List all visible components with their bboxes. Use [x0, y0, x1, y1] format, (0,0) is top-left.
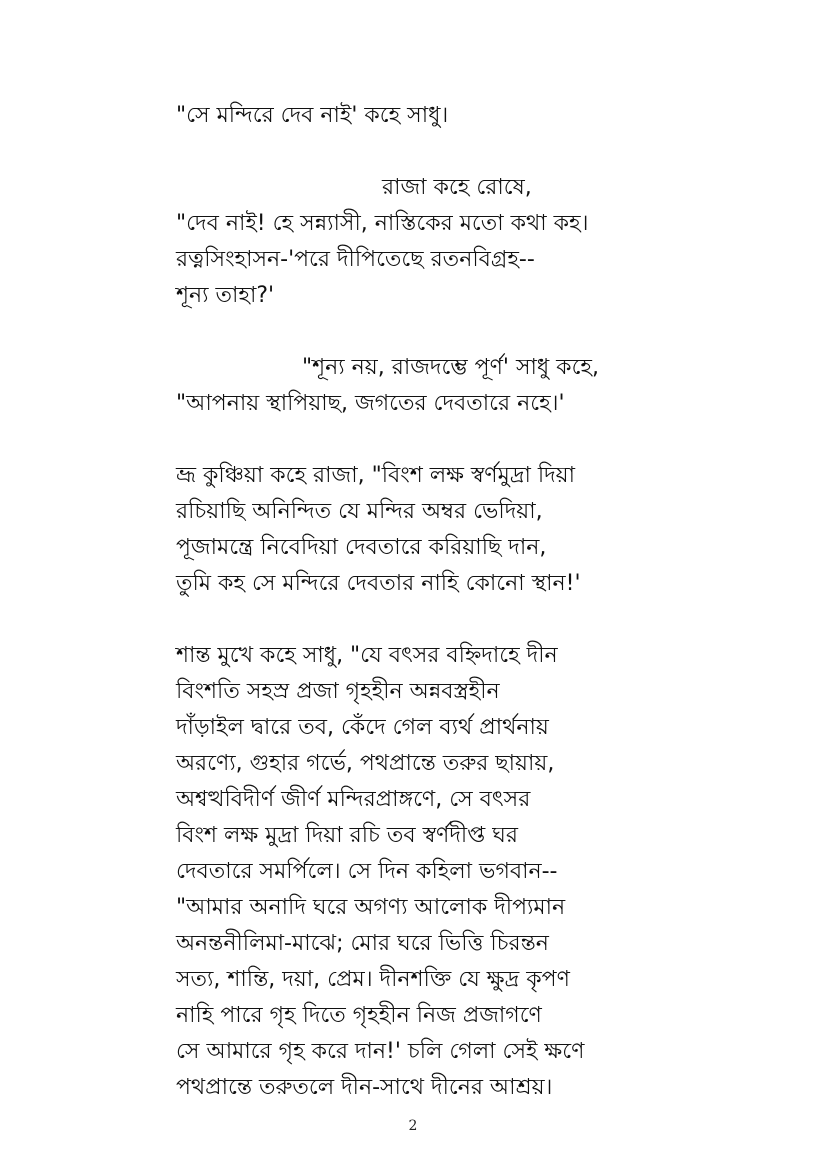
poem-line: পূজামন্ত্রে নিবেদিয়া দেবতারে করিয়াছি দান, — [176, 535, 547, 560]
stanza-gap — [176, 602, 776, 638]
poem-line: দেবতারে সমর্পিলে। সে দিন কহিলা ভগবান-- — [176, 859, 558, 884]
stanza-2 — [176, 170, 776, 314]
poem-line: "দেব নাই! হে সন্ন্যাসী, নাস্তিকের মতো কথা কহ। — [176, 211, 589, 236]
stanza-1 — [176, 98, 776, 134]
poem-line: রচিয়াছি অনিন্দিত যে মন্দির অম্বর ভেদিয়া, — [176, 499, 543, 524]
poem-line: "সে মন্দিরে দেব নাই' কহে সাধু। — [176, 103, 449, 128]
stanza-gap — [176, 314, 776, 350]
poem-line: অরণ্যে, গুহার গর্ভে, পথপ্রান্তে তরুর ছায়ায়, — [176, 751, 555, 776]
page-number: 2 — [408, 1118, 418, 1134]
poem-line: "শূন্য নয়, রাজদম্ভে পূর্ণ' সাধু কহে, — [302, 355, 599, 380]
stanza-4 — [176, 458, 776, 602]
poem-line: শান্ত মুখে কহে সাধু, "যে বৎসর বহ্নিদাহে দীন — [176, 643, 558, 668]
stanza-gap — [176, 134, 776, 170]
poem-line: নাহি পারে গৃহ দিতে গৃহহীন নিজ প্রজাগণে — [176, 1003, 542, 1028]
poem-line: সে আমারে গৃহ করে দান!' চলি গেলা সেই ক্ষণে — [176, 1039, 585, 1064]
poem-line: অশ্বত্থবিদীর্ণ জীর্ণ মন্দিরপ্রাঙ্গণে, সে বৎসর — [176, 787, 531, 812]
poem-line: শূন্য তাহা?' — [176, 283, 275, 308]
stanza-5 — [176, 638, 776, 1106]
stanza-3 — [176, 350, 776, 422]
poem-line: বিংশ লক্ষ মুদ্রা দিয়া রচি তব স্বর্ণদীপ্ত ঘর — [176, 823, 518, 848]
poem-body — [176, 98, 776, 1106]
poem-line: ভ্রূ কুঞ্চিয়া কহে রাজা, "বিংশ লক্ষ স্বর্ণমুদ্রা দিয়া — [176, 463, 576, 488]
poem-line: পথপ্রান্তে তরুতলে দীন-সাথে দীনের আশ্রয়। — [176, 1075, 553, 1100]
poem-line: রাজা কহে রোষে, — [382, 175, 532, 200]
poem-line: "আপনায় স্থাপিয়াছ, জগতের দেবতারে নহে।' — [176, 391, 565, 416]
poem-line: রত্নসিংহাসন-'পরে দীপিতেছে রতনবিগ্রহ-- — [176, 247, 535, 272]
poem-line: অনন্তনীলিমা-মাঝে; মোর ঘরে ভিত্তি চিরন্তন — [176, 931, 549, 956]
poem-line: "আমার অনাদি ঘরে অগণ্য আলোক দীপ্যমান — [176, 895, 566, 920]
poem-line: তুমি কহ সে মন্দিরে দেবতার নাহি কোনো স্থান!' — [176, 571, 581, 596]
stanza-gap — [176, 422, 776, 458]
poem-line: সত্য, শান্তি, দয়া, প্রেম। দীনশক্তি যে ক্ষুদ্র কৃপণ — [176, 967, 570, 992]
poem-line: বিংশতি সহস্র প্রজা গৃহহীন অন্নবস্ত্রহীন — [176, 679, 500, 704]
poem-line: দাঁড়াইল দ্বারে তব, কেঁদে গেল ব্যর্থ প্রার্থনায় — [176, 715, 549, 740]
